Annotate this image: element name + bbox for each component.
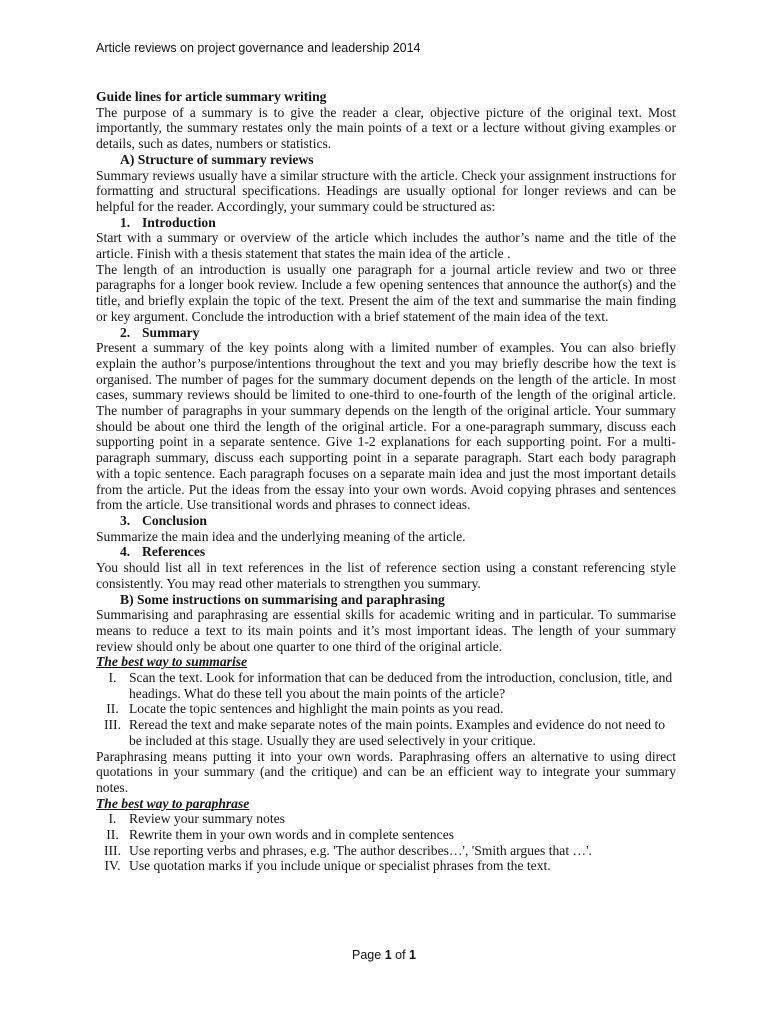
list-item [96, 858, 676, 874]
paraphrase-heading: The best way to paraphrase [96, 795, 250, 811]
subsection-number: 2. [120, 324, 131, 340]
subsection-label: References [142, 544, 206, 560]
subsection-label: Conclusion [142, 512, 207, 528]
list-item-number: III. [104, 717, 121, 733]
document-title: Guide lines for article summary writing [96, 89, 327, 104]
current-page-number: 1 [384, 948, 392, 962]
list-item [96, 717, 676, 748]
list-item-number: II. [106, 827, 119, 843]
subsection-summary-heading [96, 325, 676, 341]
list-item [96, 811, 676, 827]
summary-paragraph: Present a summary of the key points along with a limited number of examples. You can also briefly explain the author’s purpose/intentions throughout the text and you may briefly describe how the text is organised. The number of pages for the summary document depends on the length of the article. In most cases, summary reviews should be limited to one-third to one-fourth of the length of the original article. The number of paragraphs in your summary depends on the length of the original article. Your summary should be about one third the length of the original article. For a one-paragraph summary, discuss each supporting point in a separate sentence. Give 1-2 explanations for each supporting point. For a multi-paragraph summary, discuss each supporting point in a separate paragraph. Start each body paragraph with a topic sentence. Each paragraph focuses on a separate main idea and just the most important details from the article. Put the ideas from the essay into your own words. Avoid copying phrases and sentences from the article. Use transitional words and phrases to connect ideas. [96, 340, 676, 513]
subsection-label: Introduction [142, 214, 216, 230]
list-item [96, 701, 676, 717]
subsection-introduction-heading [96, 215, 676, 231]
paraphrase-paragraph: Paraphrasing means putting it into your own words. Paraphrasing offers an alternative to using direct quotations in your summary (and the critique) and can be an efficient way to integrate your summary notes. [96, 748, 676, 795]
of-word: of [395, 948, 406, 962]
list-item-text: Rewrite them in your own words and in complete sentences [129, 827, 455, 843]
introduction-paragraph-2: The length of an introduction is usually one paragraph for a journal article review and two or three paragraphs for a longer book review. Include a few opening sentences that announce the author(s) and the title, and briefly explain the topic of the text. Present the aim of the text and summarise the main finding or key argument. Conclude the introduction with a brief statement of the main idea of the text. [96, 261, 676, 324]
page-footer [0, 948, 768, 962]
list-item-number: III. [104, 842, 121, 858]
document-body [96, 89, 676, 874]
introduction-paragraph-1: Start with a summary or overview of the article which includes the author’s name and the title of the article. Finish with a thesis statement that states the main idea of the article . [96, 230, 676, 262]
subsection-number: 1. [120, 214, 131, 230]
list-item [96, 827, 676, 843]
list-item-number: I. [108, 811, 117, 827]
list-item-text: Use reporting verbs and phrases, e.g. 'The author describes…', 'Smith argues that …'. [129, 842, 592, 858]
intro-paragraph: The purpose of a summary is to give the reader a clear, objective picture of the original text. Most importantly, the summary restates only the main points of a text or a lecture without giving examples or details, such as dates, numbers or statistics. [96, 104, 676, 152]
total-page-number: 1 [409, 948, 416, 962]
list-item-number: II. [106, 701, 119, 717]
list-item-text: Reread the text and make separate notes of the main points. Examples and evidence do not need to be included at this stage. Usually they are used selectively in your critique. [129, 717, 666, 748]
subsection-conclusion-heading [96, 513, 676, 529]
section-b-paragraph: Summarising and paraphrasing are essential skills for academic writing and in particular. To summarise means to reduce a text to its main points and it’s most important ideas. The length of your summary review should only be about one quarter to one third of the original article. [96, 607, 676, 654]
subsection-label: Summary [142, 324, 200, 340]
section-a-paragraph: Summary reviews usually have a similar structure with the article. Check your assignment instructions for formatting and structural specifications. Headings are usually optional for longer reviews and can be helpful for the reader. Accordingly, your summary could be structured as: [96, 167, 676, 214]
subsection-references-heading [96, 544, 676, 560]
section-a-heading: A) Structure of summary reviews [120, 151, 314, 167]
conclusion-paragraph: Summarize the main idea and the underlying meaning of the article. [96, 528, 466, 544]
references-paragraph: You should list all in text references in the list of reference section using a constant referencing style consistently. You may read other materials to strengthen you summary. [96, 560, 676, 591]
page-word: Page [352, 948, 382, 962]
list-item-text: Review your summary notes [129, 811, 285, 827]
list-item [96, 670, 676, 701]
section-b-heading: B) Some instructions on summarising and paraphrasing [120, 591, 445, 607]
list-item-text: Locate the topic sentences and highlight the main points as you read. [129, 701, 504, 717]
summarise-heading: The best way to summarise [96, 654, 248, 670]
list-item-number: IV. [104, 858, 121, 874]
list-item-number: I. [108, 670, 117, 686]
running-header: Article reviews on project governance and leadership 2014 [96, 41, 421, 55]
subsection-number: 3. [120, 512, 131, 528]
list-item-text: Use quotation marks if you include unique or specialist phrases from the text. [129, 858, 551, 874]
list-item [96, 843, 676, 859]
subsection-number: 4. [120, 544, 131, 560]
list-item-text: Scan the text. Look for information that can be deduced from the introduction, conclusion, title, and headings. What do these tell you about the main points of the article? [129, 670, 673, 701]
